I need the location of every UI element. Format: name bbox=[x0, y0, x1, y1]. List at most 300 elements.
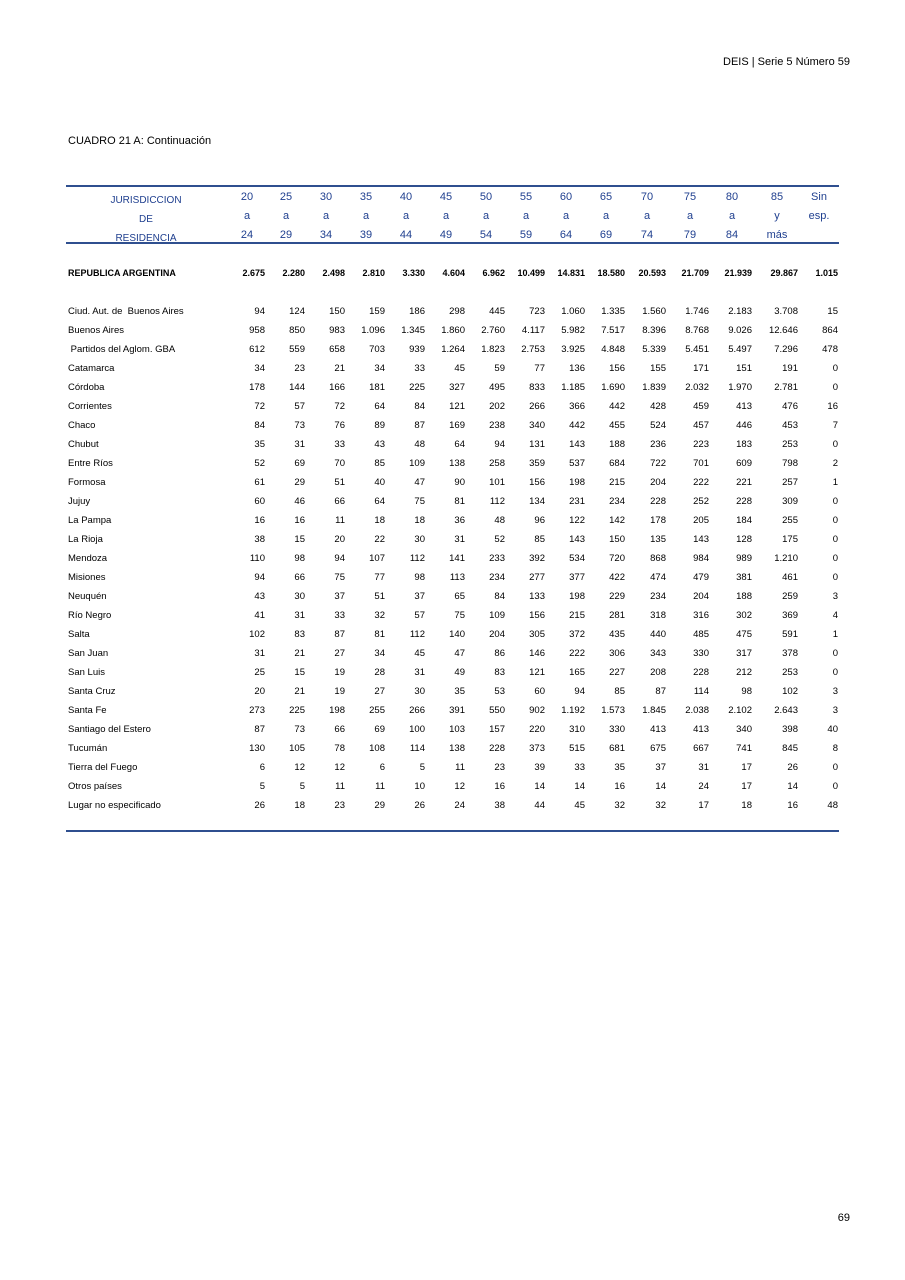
table-cell: 36 bbox=[454, 515, 465, 526]
table-cell: 6 bbox=[379, 762, 385, 773]
table-cell: 130 bbox=[249, 743, 265, 754]
table-cell: 228 bbox=[693, 667, 709, 678]
table-cell: 4.117 bbox=[521, 325, 545, 336]
table-cell: 675 bbox=[650, 743, 666, 754]
table-cell: 253 bbox=[782, 439, 798, 450]
table-cell: 1 bbox=[832, 477, 838, 488]
table-cell: 413 bbox=[693, 724, 709, 735]
table-cell: 35 bbox=[454, 686, 465, 697]
table-cell: 84 bbox=[254, 420, 265, 431]
table-cell: 159 bbox=[369, 306, 385, 317]
table-cell: 31 bbox=[454, 534, 465, 545]
table-cell: 81 bbox=[374, 629, 385, 640]
table-cell: 188 bbox=[609, 439, 625, 450]
column-header: 55 bbox=[519, 191, 533, 203]
table-cell: 142 bbox=[609, 515, 625, 526]
jurisdiction-name: Lugar no especificado bbox=[68, 800, 161, 811]
table-row bbox=[66, 344, 839, 363]
table-cell: 4 bbox=[832, 610, 838, 621]
table-cell: 1.060 bbox=[561, 306, 585, 317]
table-cell: 107 bbox=[369, 553, 385, 564]
table-cell: 229 bbox=[609, 591, 625, 602]
table-cell: 112 bbox=[489, 496, 505, 507]
table-cell: 939 bbox=[409, 344, 425, 355]
table-cell: 101 bbox=[489, 477, 505, 488]
table-cell: 215 bbox=[609, 477, 625, 488]
table-cell: 12 bbox=[294, 762, 305, 773]
table-cell: 2.280 bbox=[282, 268, 305, 278]
table-row bbox=[66, 477, 839, 496]
table-cell: 7.517 bbox=[601, 325, 625, 336]
table-cell: 27 bbox=[374, 686, 385, 697]
table-cell: 102 bbox=[249, 629, 265, 640]
table-cell: 259 bbox=[782, 591, 798, 602]
table-cell: 24 bbox=[698, 781, 709, 792]
jurisdiction-name: Santa Fe bbox=[68, 705, 107, 716]
table-cell: 17 bbox=[741, 762, 752, 773]
table-cell: 114 bbox=[693, 686, 709, 697]
table-cell: 31 bbox=[254, 648, 265, 659]
table-cell: 833 bbox=[529, 382, 545, 393]
jurisdiction-name: Chaco bbox=[68, 420, 96, 431]
table-cell: 2.498 bbox=[322, 268, 345, 278]
table-cell: 102 bbox=[782, 686, 798, 697]
table-cell: 7 bbox=[832, 420, 838, 431]
jurisdiction-name: San Luis bbox=[68, 667, 105, 678]
table-cell: 14 bbox=[574, 781, 585, 792]
table-cell: 136 bbox=[569, 363, 585, 374]
table-cell: 60 bbox=[534, 686, 545, 697]
column-header: a bbox=[362, 210, 370, 222]
table-cell: 478 bbox=[822, 344, 838, 355]
column-header: 45 bbox=[439, 191, 453, 203]
table-cell: 19 bbox=[334, 686, 345, 697]
table-cell: 72 bbox=[254, 401, 265, 412]
table-cell: 75 bbox=[414, 496, 425, 507]
table-cell: 109 bbox=[409, 458, 425, 469]
column-header: 70 bbox=[640, 191, 654, 203]
table-cell: 0 bbox=[832, 496, 838, 507]
document-series-header: DEIS | Serie 5 Número 59 bbox=[723, 56, 850, 68]
table-cell: 32 bbox=[655, 800, 666, 811]
table-row bbox=[66, 572, 839, 591]
table-cell: 48 bbox=[494, 515, 505, 526]
table-cell: 11 bbox=[375, 781, 385, 792]
table-cell: 20.593 bbox=[638, 268, 666, 278]
table-cell: 43 bbox=[374, 439, 385, 450]
table-cell: 66 bbox=[294, 572, 305, 583]
column-header: 79 bbox=[683, 229, 697, 241]
table-cell: 35 bbox=[254, 439, 265, 450]
table-cell: 60 bbox=[254, 496, 265, 507]
table-cell: 253 bbox=[782, 667, 798, 678]
table-cell: 89 bbox=[374, 420, 385, 431]
jurisdiction-name: Entre Ríos bbox=[68, 458, 113, 469]
table-cell: 435 bbox=[609, 629, 625, 640]
jurisdiction-name: Córdoba bbox=[68, 382, 105, 393]
table-cell: 720 bbox=[609, 553, 625, 564]
table-cell: 57 bbox=[414, 610, 425, 621]
table-cell: 109 bbox=[489, 610, 505, 621]
table-cell: 550 bbox=[489, 705, 505, 716]
table-cell: 33 bbox=[334, 439, 345, 450]
table-row bbox=[66, 800, 839, 819]
table-cell: 989 bbox=[736, 553, 752, 564]
table-cell: 257 bbox=[782, 477, 798, 488]
table-cell: 231 bbox=[569, 496, 585, 507]
table-cell: 105 bbox=[289, 743, 305, 754]
table-bottom-rule bbox=[66, 830, 839, 832]
table-cell: 14 bbox=[787, 781, 798, 792]
table-cell: 98 bbox=[414, 572, 425, 583]
table-cell: 1.823 bbox=[481, 344, 505, 355]
table-cell: 151 bbox=[736, 363, 752, 374]
table-cell: 958 bbox=[249, 325, 265, 336]
column-header: a bbox=[402, 210, 410, 222]
table-cell: 48 bbox=[827, 800, 838, 811]
column-header: a bbox=[643, 210, 651, 222]
table-cell: 281 bbox=[609, 610, 625, 621]
table-cell: 94 bbox=[254, 572, 265, 583]
table-cell: 22 bbox=[374, 534, 385, 545]
table-cell: 94 bbox=[254, 306, 265, 317]
table-cell: 2.675 bbox=[242, 268, 265, 278]
table-cell: 23 bbox=[294, 363, 305, 374]
table-cell: 0 bbox=[832, 781, 838, 792]
table-cell: 16 bbox=[614, 781, 625, 792]
table-cell: 16 bbox=[294, 515, 305, 526]
table-cell: 1.185 bbox=[561, 382, 585, 393]
table-cell: 121 bbox=[449, 401, 465, 412]
table-cell: 122 bbox=[569, 515, 585, 526]
table-cell: 1.210 bbox=[774, 553, 798, 564]
table-cell: 204 bbox=[650, 477, 666, 488]
table-cell: 15 bbox=[294, 534, 305, 545]
table-cell: 15 bbox=[827, 306, 838, 317]
table-cell: 81 bbox=[454, 496, 465, 507]
table-cell: 366 bbox=[569, 401, 585, 412]
table-cell: 455 bbox=[609, 420, 625, 431]
table-cell: 845 bbox=[782, 743, 798, 754]
table-cell: 16 bbox=[787, 800, 798, 811]
column-header: 34 bbox=[319, 229, 333, 241]
table-cell: 8 bbox=[832, 743, 838, 754]
column-header: a bbox=[322, 210, 330, 222]
jurisdiction-name: Santiago del Estero bbox=[68, 724, 151, 735]
table-cell: 30 bbox=[414, 686, 425, 697]
table-cell: 20 bbox=[334, 534, 345, 545]
table-cell: 143 bbox=[693, 534, 709, 545]
table-cell: 48 bbox=[414, 439, 425, 450]
table-cell: 124 bbox=[289, 306, 305, 317]
table-cell: 157 bbox=[489, 724, 505, 735]
table-cell: 143 bbox=[569, 534, 585, 545]
table-cell: 34 bbox=[374, 363, 385, 374]
table-cell: 26 bbox=[414, 800, 425, 811]
table-cell: 798 bbox=[782, 458, 798, 469]
table-top-rule bbox=[66, 185, 839, 187]
table-cell: 77 bbox=[374, 572, 385, 583]
table-cell: 446 bbox=[736, 420, 752, 431]
table-cell: 238 bbox=[489, 420, 505, 431]
jurisdiction-name: Formosa bbox=[68, 477, 106, 488]
column-header: 75 bbox=[683, 191, 697, 203]
column-header: 29 bbox=[279, 229, 293, 241]
table-cell: 330 bbox=[693, 648, 709, 659]
table-cell: 340 bbox=[529, 420, 545, 431]
table-cell: 234 bbox=[609, 496, 625, 507]
jurisdiction-name: Jujuy bbox=[68, 496, 91, 507]
column-header: más bbox=[766, 229, 788, 241]
header-row bbox=[66, 229, 839, 248]
table-cell: 0 bbox=[832, 762, 838, 773]
table-cell: 534 bbox=[569, 553, 585, 564]
table-cell: 461 bbox=[782, 572, 798, 583]
table-cell: 70 bbox=[334, 458, 345, 469]
table-cell: 64 bbox=[454, 439, 465, 450]
table-cell: 156 bbox=[529, 610, 545, 621]
table-cell: 134 bbox=[529, 496, 545, 507]
table-cell: 26 bbox=[254, 800, 265, 811]
jurisdiction-name: La Rioja bbox=[68, 534, 103, 545]
table-cell: 85 bbox=[374, 458, 385, 469]
table-cell: 453 bbox=[782, 420, 798, 431]
table-cell: 258 bbox=[489, 458, 505, 469]
table-cell: 236 bbox=[650, 439, 666, 450]
table-cell: 21.939 bbox=[724, 268, 752, 278]
table-cell: 422 bbox=[609, 572, 625, 583]
table-cell: 138 bbox=[449, 743, 465, 754]
table-cell: 171 bbox=[693, 363, 709, 374]
table-cell: 266 bbox=[409, 705, 425, 716]
jurisdiction-name: Neuquén bbox=[68, 591, 107, 602]
table-cell: 72 bbox=[334, 401, 345, 412]
table-cell: 112 bbox=[409, 553, 425, 564]
table-cell: 10.499 bbox=[517, 268, 545, 278]
table-cell: 428 bbox=[650, 401, 666, 412]
table-cell: 413 bbox=[650, 724, 666, 735]
table-cell: 11 bbox=[335, 781, 345, 792]
table-cell: 31 bbox=[698, 762, 709, 773]
column-header: a bbox=[686, 210, 694, 222]
table-cell: 33 bbox=[414, 363, 425, 374]
table-cell: 457 bbox=[693, 420, 709, 431]
table-cell: 3 bbox=[832, 705, 838, 716]
table-cell: 18 bbox=[414, 515, 425, 526]
table-cell: 143 bbox=[569, 439, 585, 450]
table-cell: 98 bbox=[741, 686, 752, 697]
table-cell: 87 bbox=[655, 686, 666, 697]
table-cell: 255 bbox=[369, 705, 385, 716]
table-cell: 0 bbox=[832, 515, 838, 526]
table-cell: 186 bbox=[409, 306, 425, 317]
table-cell: 234 bbox=[489, 572, 505, 583]
table-cell: 16 bbox=[827, 401, 838, 412]
column-header: 39 bbox=[359, 229, 373, 241]
table-cell: 59 bbox=[494, 363, 505, 374]
table-cell: 11 bbox=[455, 762, 465, 773]
table-row bbox=[66, 610, 839, 629]
table-cell: 66 bbox=[334, 724, 345, 735]
table-cell: 5.451 bbox=[685, 344, 709, 355]
table-cell: 20 bbox=[254, 686, 265, 697]
table-cell: 73 bbox=[294, 420, 305, 431]
table-cell: 41 bbox=[254, 610, 265, 621]
column-header: a bbox=[243, 210, 251, 222]
table-cell: 391 bbox=[449, 705, 465, 716]
table-cell: 658 bbox=[329, 344, 345, 355]
table-cell: 37 bbox=[414, 591, 425, 602]
table-cell: 155 bbox=[650, 363, 666, 374]
table-cell: 302 bbox=[736, 610, 752, 621]
table-cell: 1.335 bbox=[601, 306, 625, 317]
table-row bbox=[66, 534, 839, 553]
table-cell: 21 bbox=[294, 686, 305, 697]
table-cell: 169 bbox=[449, 420, 465, 431]
jurisdiction-name: Tucumán bbox=[68, 743, 108, 754]
table-cell: 110 bbox=[249, 553, 265, 564]
column-header: 60 bbox=[559, 191, 573, 203]
table-cell: 150 bbox=[609, 534, 625, 545]
table-cell: 61 bbox=[254, 477, 265, 488]
table-cell: 212 bbox=[736, 667, 752, 678]
table-cell: 38 bbox=[494, 800, 505, 811]
table-cell: 0 bbox=[832, 363, 838, 374]
table-cell: 4.604 bbox=[442, 268, 465, 278]
table-row bbox=[66, 724, 839, 743]
table-cell: 66 bbox=[334, 496, 345, 507]
table-cell: 0 bbox=[832, 382, 838, 393]
table-cell: 228 bbox=[736, 496, 752, 507]
table-cell: 23 bbox=[494, 762, 505, 773]
table-cell: 220 bbox=[529, 724, 545, 735]
column-header: a bbox=[282, 210, 290, 222]
total-row bbox=[66, 268, 839, 287]
column-header: 49 bbox=[439, 229, 453, 241]
table-cell: 479 bbox=[693, 572, 709, 583]
table-cell: 30 bbox=[414, 534, 425, 545]
column-header: 74 bbox=[640, 229, 654, 241]
table-cell: 228 bbox=[489, 743, 505, 754]
column-header: 20 bbox=[240, 191, 254, 203]
table-cell: 53 bbox=[494, 686, 505, 697]
table-row bbox=[66, 458, 839, 477]
table-cell: 5 bbox=[299, 781, 305, 792]
table-cell: 75 bbox=[454, 610, 465, 621]
table-cell: 2.102 bbox=[728, 705, 752, 716]
table-cell: 31 bbox=[294, 610, 305, 621]
table-cell: 37 bbox=[655, 762, 666, 773]
table-cell: 73 bbox=[294, 724, 305, 735]
table-cell: 1.746 bbox=[685, 306, 709, 317]
jurisdiction-name: Chubut bbox=[68, 439, 99, 450]
table-cell: 198 bbox=[329, 705, 345, 716]
table-cell: 69 bbox=[374, 724, 385, 735]
table-cell: 318 bbox=[650, 610, 666, 621]
jurisdiction-name: San Juan bbox=[68, 648, 109, 659]
table-cell: 381 bbox=[736, 572, 752, 583]
table-cell: 14.831 bbox=[557, 268, 585, 278]
table-cell: 741 bbox=[736, 743, 752, 754]
table-cell: 45 bbox=[574, 800, 585, 811]
table-cell: 18.580 bbox=[597, 268, 625, 278]
column-header: a bbox=[482, 210, 490, 222]
table-cell: 476 bbox=[782, 401, 798, 412]
table-cell: 864 bbox=[822, 325, 838, 336]
table-cell: 156 bbox=[609, 363, 625, 374]
table-cell: 156 bbox=[529, 477, 545, 488]
column-header: 25 bbox=[279, 191, 293, 203]
table-cell: 183 bbox=[736, 439, 752, 450]
column-header: a bbox=[522, 210, 530, 222]
table-cell: 266 bbox=[529, 401, 545, 412]
table-cell: 3 bbox=[832, 686, 838, 697]
table-cell: 0 bbox=[832, 534, 838, 545]
table-cell: 373 bbox=[529, 743, 545, 754]
table-cell: 19 bbox=[334, 667, 345, 678]
table-cell: 0 bbox=[832, 648, 838, 659]
table-cell: 372 bbox=[569, 629, 585, 640]
table-cell: 39 bbox=[534, 762, 545, 773]
table-cell: 298 bbox=[449, 306, 465, 317]
table-cell: 52 bbox=[254, 458, 265, 469]
table-cell: 205 bbox=[693, 515, 709, 526]
table-cell: 2.032 bbox=[685, 382, 709, 393]
header-row bbox=[66, 191, 839, 210]
table-cell: 114 bbox=[409, 743, 425, 754]
table-cell: 2.753 bbox=[521, 344, 545, 355]
table-cell: 10 bbox=[414, 781, 425, 792]
table-cell: 85 bbox=[534, 534, 545, 545]
table-cell: 188 bbox=[736, 591, 752, 602]
table-cell: 128 bbox=[736, 534, 752, 545]
column-header: 30 bbox=[319, 191, 333, 203]
table-cell: 31 bbox=[294, 439, 305, 450]
table-cell: 108 bbox=[369, 743, 385, 754]
table-cell: 178 bbox=[650, 515, 666, 526]
table-cell: 98 bbox=[294, 553, 305, 564]
table-cell: 474 bbox=[650, 572, 666, 583]
table-cell: 612 bbox=[249, 344, 265, 355]
table-cell: 204 bbox=[693, 591, 709, 602]
table-cell: 591 bbox=[782, 629, 798, 640]
row-label-header: RESIDENCIA bbox=[115, 233, 177, 244]
jurisdiction-name: Ciud. Aut. de Buenos Aires bbox=[68, 306, 184, 317]
column-header: Sin bbox=[811, 191, 827, 203]
table-cell: 23 bbox=[334, 800, 345, 811]
row-label-header: JURISDICCION bbox=[110, 195, 182, 206]
table-cell: 701 bbox=[693, 458, 709, 469]
table-cell: 18 bbox=[374, 515, 385, 526]
table-cell: 722 bbox=[650, 458, 666, 469]
column-header: 85 bbox=[770, 191, 784, 203]
table-cell: 5 bbox=[419, 762, 425, 773]
table-cell: 222 bbox=[569, 648, 585, 659]
table-cell: 7.296 bbox=[774, 344, 798, 355]
table-row bbox=[66, 401, 839, 420]
table-cell: 32 bbox=[374, 610, 385, 621]
table-cell: 1.839 bbox=[642, 382, 666, 393]
table-cell: 52 bbox=[494, 534, 505, 545]
table-cell: 64 bbox=[374, 496, 385, 507]
table-cell: 208 bbox=[650, 667, 666, 678]
table-row bbox=[66, 363, 839, 382]
table-cell: 87 bbox=[414, 420, 425, 431]
table-cell: 983 bbox=[329, 325, 345, 336]
table-row bbox=[66, 382, 839, 401]
table-cell: 18 bbox=[294, 800, 305, 811]
table-cell: 3 bbox=[832, 591, 838, 602]
